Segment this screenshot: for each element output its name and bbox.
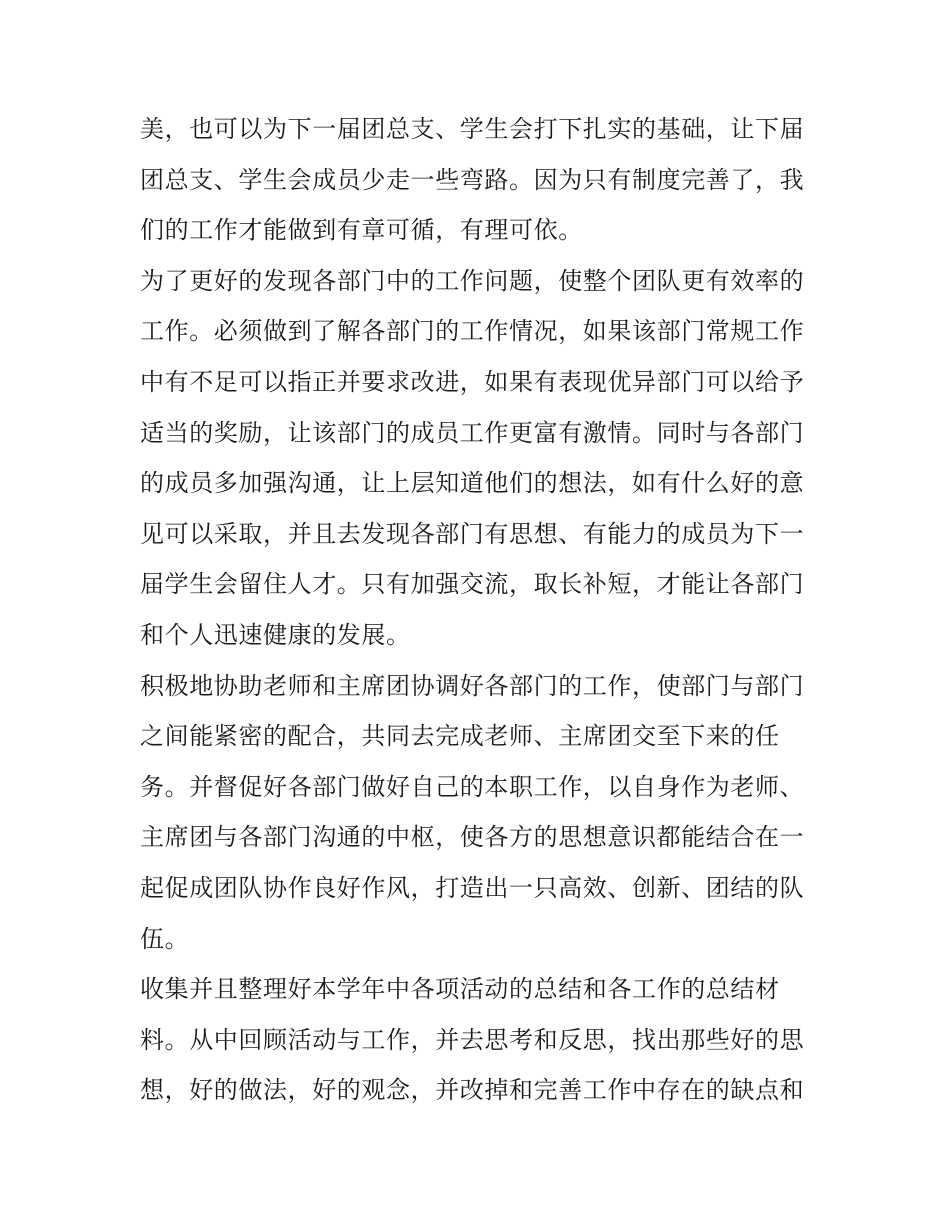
text-line: 务。并督促好各部门做好自己的本职工作，以自身作为老师、 xyxy=(140,772,805,801)
text-line: 料。从中回顾活动与工作，并去思考和反思，找出那些好的思 xyxy=(140,1025,805,1054)
text-line: 起促成团队协作良好作风，打造出一只高效、创新、团结的队 xyxy=(140,873,805,902)
text-line: 主席团与各部门沟通的中枢，使各方的思想意识都能结合在一 xyxy=(140,823,805,852)
text-line: 们的工作才能做到有章可循，有理可依。 xyxy=(140,216,583,245)
text-line: 和个人迅速健康的发展。 xyxy=(140,620,411,649)
text-line: 工作。必须做到了解各部门的工作情况，如果该部门常规工作 xyxy=(140,317,805,346)
text-line: 积极地协助老师和主席团协调好各部门的工作，使部门与部门 xyxy=(140,671,805,700)
text-line: 收集并且整理好本学年中各项活动的总结和各工作的总结材 xyxy=(140,975,780,1004)
text-line: 的成员多加强沟通，让上层知道他们的想法，如有什么好的意 xyxy=(140,469,805,498)
text-line: 伍。 xyxy=(140,924,190,953)
document-body xyxy=(140,104,820,1116)
text-line: 适当的奖励，让该部门的成员工作更富有激情。同时与各部门 xyxy=(140,418,805,447)
text-line: 美，也可以为下一届团总支、学生会打下扎实的基础，让下届 xyxy=(140,115,805,143)
text-line: 想，好的做法，好的观念，并改掉和完善工作中存在的缺点和 xyxy=(140,1076,805,1105)
text-line: 之间能紧密的配合，共同去完成老师、主席团交至下来的任 xyxy=(140,722,780,751)
text-line: 中有不足可以指正并要求改进，如果有表现优异部门可以给予 xyxy=(140,367,805,396)
text-line: 为了更好的发现各部门中的工作问题，使整个团队更有效率的 xyxy=(140,266,805,295)
text-line: 届学生会留住人才。只有加强交流，取长补短，才能让各部门 xyxy=(140,570,805,599)
text-line: 团总支、学生会成员少走一些弯路。因为只有制度完善了，我 xyxy=(140,165,805,194)
text-line: 见可以采取，并且去发现各部门有思想、有能力的成员为下一 xyxy=(140,519,805,548)
